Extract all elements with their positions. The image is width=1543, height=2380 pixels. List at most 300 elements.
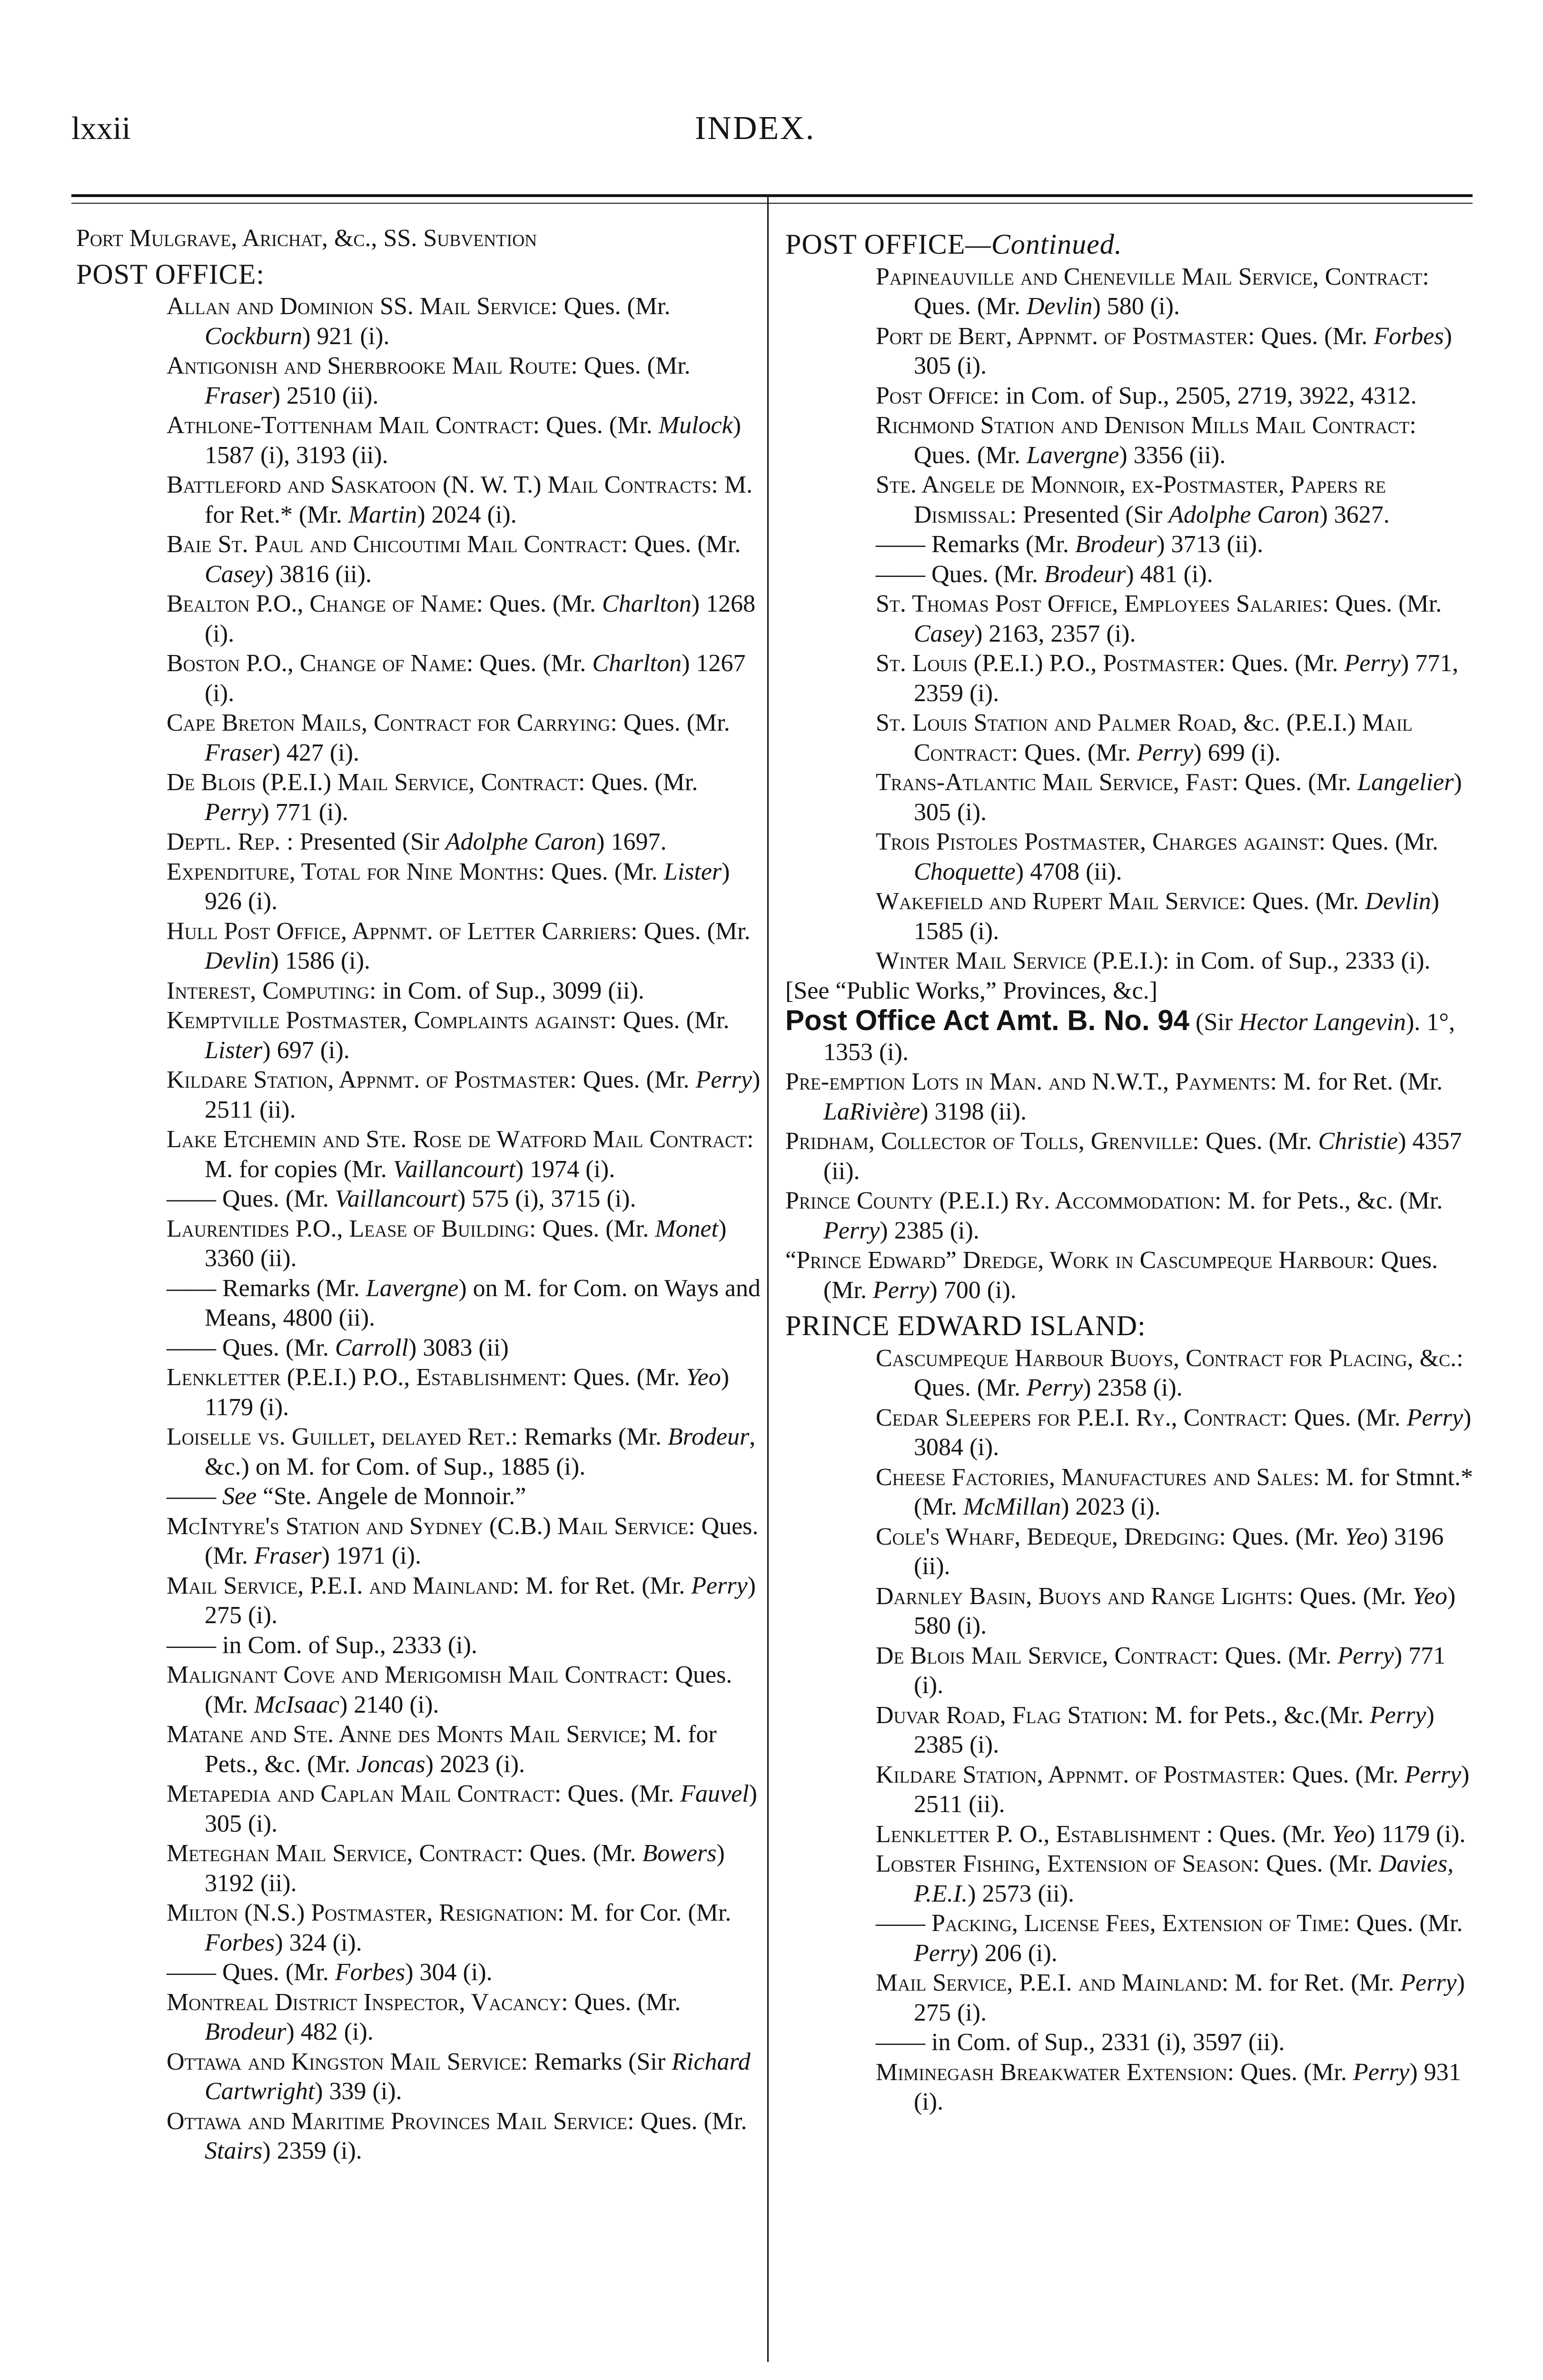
entry-action: : M. for Ret.* (Mr. — [205, 471, 753, 528]
entry-subject: Kildare Station, Appnmt. of Postmaster — [876, 1761, 1279, 1788]
entry-reference: ) 771 (i). — [261, 798, 348, 826]
entry-action: : Ques. (Mr. — [1286, 1582, 1413, 1610]
entry-action: : Remarks (Sir — [521, 2048, 672, 2075]
entry-subject: St. Thomas Post Office, Employees Salaries — [876, 590, 1322, 617]
index-subentry — [76, 411, 766, 470]
entry-action: : Presented (Sir — [1009, 501, 1169, 528]
entry-subject: Papineauville and Cheneville Mail Service, Contract — [876, 263, 1423, 290]
index-subentry — [76, 1660, 766, 1720]
index-column-left — [76, 224, 766, 2380]
entry-action: : Ques. (Mr. — [205, 1661, 732, 1718]
member-name: Perry — [1353, 2058, 1410, 2086]
index-subentry — [785, 1522, 1475, 1582]
index-subentry — [785, 649, 1475, 708]
index-subentry — [76, 1571, 766, 1631]
entry-action: : Ques. (Mr. — [823, 1247, 1438, 1304]
entry-subject: Richmond Station and Denison Mills Mail Contract — [876, 412, 1410, 439]
index-subentry — [785, 1968, 1475, 2028]
index-subentry-continuation — [785, 530, 1475, 560]
index-subentry — [76, 1214, 766, 1274]
index-subentry — [76, 827, 766, 857]
entry-subject: Mail Service, P.E.I. and Mainland — [876, 1969, 1222, 1996]
entry-reference: ) 1697. — [596, 828, 667, 855]
index-subentry — [785, 1403, 1475, 1463]
entry-action: : Ques. (Mr. — [627, 2107, 747, 2135]
index-entry — [785, 1186, 1475, 1246]
entry-action: : Ques. (Mr. — [1212, 1642, 1338, 1669]
member-name: Adolphe Caron — [1168, 501, 1320, 528]
entry-subject: Lenkletter (P.E.I.) P.O., Establishment — [167, 1364, 561, 1391]
index-subentry — [76, 1898, 766, 1958]
continuation-dash: —— — [876, 1910, 931, 1937]
entry-reference: ) 3198 (ii). — [920, 1098, 1027, 1125]
index-entry — [785, 1067, 1475, 1127]
member-name: Perry — [1406, 1404, 1463, 1431]
index-subentry — [76, 976, 766, 1006]
member-name: Perry — [1405, 1761, 1461, 1788]
entry-subject: Laurentides P.O., Lease of Building — [167, 1215, 529, 1242]
entry-subject: Cole's Wharf, Bedeque, Dredging — [876, 1523, 1219, 1550]
section-heading — [785, 229, 1475, 259]
index-subentry — [785, 887, 1475, 946]
entry-subject: Battleford and Saskatoon (N. W. T.) Mail Contracts — [167, 471, 712, 498]
entry-action: —— Remarks (Mr. — [167, 1274, 366, 1302]
entry-reference: ) 1974 (i). — [515, 1155, 615, 1183]
entry-subject: Meteghan Mail Service, Contract — [167, 1840, 517, 1867]
entry-reference: ) 2140 (i). — [339, 1691, 439, 1718]
member-name: McMillan — [963, 1493, 1061, 1520]
entry-reference: ) 580 (i). — [1092, 293, 1180, 320]
entry-action: : Ques. (Mr. — [610, 1007, 730, 1034]
entry-action: : Ques. (Mr. — [1253, 1850, 1379, 1877]
index-subentry-continuation — [76, 1482, 766, 1512]
entry-subject: St. Louis (P.E.I.) P.O., Postmaster — [876, 650, 1219, 677]
entry-reference: ) 305 (i). — [914, 769, 1462, 826]
entry-action: : M. for Stmnt.* (Mr. — [914, 1463, 1474, 1520]
member-name: Brodeur — [1044, 560, 1126, 588]
entry-subject: Matane and Ste. Anne des Monts Mail Service — [167, 1721, 641, 1748]
index-subentry — [76, 2047, 766, 2107]
entry-action: : Ques. (Mr. — [610, 709, 730, 736]
index-subentry — [76, 1988, 766, 2047]
entry-subject: Cheese Factories, Manufactures and Sales — [876, 1463, 1313, 1491]
index-subentry — [76, 1779, 766, 1839]
index-subentry — [76, 857, 766, 917]
member-name: McIsaac — [254, 1691, 340, 1718]
entry-reference: ) 931 (i). — [914, 2058, 1461, 2115]
entry-action: : Ques. (Mr. — [914, 1344, 1464, 1401]
index-subentry — [76, 2107, 766, 2166]
member-name: Perry — [1370, 1701, 1426, 1729]
page-header — [0, 0, 1543, 200]
entry-action: : Ques. (Mr. — [1218, 650, 1345, 677]
member-name: Devlin — [1026, 293, 1093, 320]
entry-action: : in Com. of Sup., 3099 (ii). — [369, 977, 644, 1004]
member-name: Fraser — [205, 739, 272, 766]
entry-subject: Boston P.O., Change of Name — [167, 650, 466, 677]
entry-reference: ) 771 (i). — [914, 1642, 1446, 1699]
index-subentry — [785, 1849, 1475, 1909]
entry-subject: Ottawa and Kingston Mail Service — [167, 2048, 521, 2075]
entry-action: : Ques. (Mr. — [560, 1364, 686, 1391]
entry-action: : Ques. (Mr. — [1279, 1761, 1405, 1788]
entry-reference: ) 926 (i). — [205, 858, 730, 915]
entry-subject: Malignant Cove and Merigomish Mail Contract — [167, 1661, 662, 1688]
member-name: Hector Langevin — [1239, 1009, 1406, 1036]
entry-action: : Remarks (Mr. — [511, 1423, 668, 1450]
member-name: Richard Cartwright — [205, 2048, 751, 2105]
entry-action: : Ques. (Mr. — [914, 263, 1429, 320]
entry-action: —— Remarks (Mr. — [876, 531, 1075, 558]
entry-reference: ). 1°, 1353 (i). — [823, 1009, 1455, 1066]
entry-action: : Ques. (Mr. — [1318, 828, 1439, 855]
entry-reference: ) 2024 (i). — [417, 501, 517, 528]
member-name: LaRivière — [823, 1098, 920, 1125]
index-subentry — [76, 351, 766, 411]
member-name: Fraser — [205, 382, 272, 409]
entry-subject: Metapedia and Caplan Mail Contract — [167, 1780, 554, 1807]
entry-subject: Prince County (P.E.I.) Ry. Accommodation — [785, 1187, 1215, 1214]
entry-action: : Ques. (Mr. — [1219, 1523, 1345, 1550]
index-subentry-continuation — [76, 1274, 766, 1333]
entry-reference: ) 921 (i). — [302, 322, 390, 350]
index-subentry — [785, 2058, 1475, 2117]
entry-subject: Deptl. Rep. — [167, 828, 281, 855]
entry-subject: Kildare Station, Appnmt. of Postmaster — [167, 1066, 570, 1093]
entry-action: : M. for Cor. (Mr. — [557, 1899, 732, 1926]
index-subentry — [785, 262, 1475, 322]
index-column-right — [785, 224, 1475, 2380]
entry-action: : in Com. of Sup., 2333 (i). — [1162, 947, 1431, 974]
index-subentry — [785, 381, 1475, 411]
column-divider — [767, 196, 769, 2362]
index-subentry — [785, 1582, 1475, 1641]
member-name: Charlton — [602, 590, 692, 617]
member-name: Perry — [914, 1939, 970, 1967]
page-number: lxxii — [71, 110, 131, 146]
entry-action: : Ques. (Mr. — [1192, 1128, 1318, 1155]
member-name: Charlton — [592, 650, 682, 677]
entry-action: : M. for Ret. (Mr. — [1270, 1068, 1443, 1095]
index-subentry — [76, 1363, 766, 1422]
index-subentry — [76, 292, 766, 351]
entry-action: : Ques. (Mr. — [1231, 769, 1358, 796]
entry-action: : Ques. (Mr. — [578, 769, 698, 796]
entry-reference: ) 3196 (ii). — [914, 1523, 1444, 1580]
entry-action: (Sir — [1189, 1009, 1239, 1036]
section-heading — [785, 1311, 1475, 1341]
entry-subject: St. Louis Station and Palmer Road, &c. (P.E.I.) Mail Contract — [876, 709, 1413, 766]
index-subentry — [785, 470, 1475, 530]
entry-action: : Ques. (Mr. — [1011, 739, 1137, 766]
entry-reference: ) 1179 (i). — [1366, 1820, 1466, 1848]
entry-subject: McIntyre's Station and Sydney (C.B.) Mail Service — [167, 1512, 689, 1540]
entry-action: —— in Com. of Sup., 2331 (i), 3597 (ii). — [876, 2029, 1285, 2056]
entry-reference: ) 2163, 2357 (i). — [974, 620, 1136, 647]
entry-reference: ) 3192 (ii). — [205, 1840, 725, 1897]
entry-reference: ) 697 (i). — [262, 1036, 350, 1064]
entry-action: : Ques. (Mr. — [1281, 1404, 1407, 1431]
entry-action: : in Com. of Sup., 2505, 2719, 3922, 4312. — [992, 382, 1417, 409]
member-name: Lister — [663, 858, 722, 885]
entry-reference: ) 2359 (i). — [262, 2137, 362, 2164]
entry-action: : Ques. (Mr. — [914, 412, 1416, 469]
index-entry — [785, 1127, 1475, 1186]
entry-reference: ) 275 (i). — [205, 1572, 756, 1629]
entry-reference: ) 699 (i). — [1193, 739, 1281, 766]
member-name: Carroll — [335, 1334, 408, 1361]
member-name: Lavergne — [366, 1274, 459, 1302]
index-subentry — [785, 589, 1475, 649]
entry-reference: ) 206 (i). — [970, 1939, 1058, 1967]
entry-subject: Allan and Dominion SS. Mail Service — [167, 293, 551, 320]
entry-subject: De Blois Mail Service, Contract — [876, 1642, 1212, 1669]
entry-subject: Trans-Atlantic Mail Service, Fast — [876, 769, 1232, 796]
entry-reference: ) 1587 (i), 3193 (ii). — [205, 412, 742, 469]
entry-subject: Montreal District Inspector, Vacancy — [167, 1988, 562, 2016]
entry-subject: Port de Bert, Appnmt. of Postmaster — [876, 322, 1248, 350]
entry-reference: , &c.) on M. for Com. of Sup., 1885 (i). — [205, 1423, 756, 1480]
entry-subject: Post Office Act Amt. B. No. 94 — [785, 1004, 1190, 1036]
index-subentry — [785, 1641, 1475, 1701]
index-subentry — [785, 946, 1475, 976]
entry-action: : Ques. (Mr. — [533, 412, 659, 439]
index-subentry — [785, 1820, 1475, 1850]
member-name: Yeo — [1332, 1820, 1367, 1848]
entry-reference: ) 427 (i). — [272, 739, 359, 766]
entry-subject: Post Office — [876, 382, 993, 409]
entry-reference: ) 1586 (i). — [270, 947, 371, 974]
entry-reference: ) 275 (i). — [914, 1969, 1465, 2026]
entry-subject: Hull Post Office, Appnmt. of Letter Carriers — [167, 917, 631, 945]
index-subentry — [785, 1463, 1475, 1522]
member-name: Perry — [1026, 1374, 1083, 1401]
index-entry — [76, 224, 766, 254]
member-name: Adolphe Caron — [445, 828, 597, 855]
entry-subject: Trois Pistoles Postmaster, Charges against — [876, 828, 1319, 855]
entry-action: : Ques. (Mr. — [1200, 1820, 1332, 1848]
entry-reference: ) 304 (i). — [405, 1959, 493, 1986]
index-subentry — [76, 470, 766, 530]
index-subentry — [76, 649, 766, 708]
entry-subject: Ottawa and Maritime Provinces Mail Service — [167, 2107, 628, 2135]
entry-subject: “Prince Edward” Dredge, Work in Cascumpeque Harbour — [785, 1247, 1368, 1274]
member-name: Fauvel — [680, 1780, 749, 1807]
entry-reference: ) on M. for Com. on Ways and Means, 4800 (ii). — [205, 1274, 761, 1331]
member-name: Langelier — [1357, 769, 1454, 796]
member-name: Perry — [1137, 739, 1194, 766]
index-subentry — [785, 1701, 1475, 1760]
entry-action: : Ques. (Mr. — [529, 1215, 655, 1242]
entry-subject: Loiselle vs. Guillet, delayed Ret. — [167, 1423, 511, 1450]
entry-action: : Ques. (Mr. — [631, 917, 751, 945]
section-heading — [76, 259, 766, 289]
entry-subject: Miminegash Breakwater Extension — [876, 2058, 1227, 2086]
entry-subject: Packing, License Fees, Extension of Time — [931, 1910, 1344, 1937]
entry-reference: ) 1267 (i). — [205, 650, 746, 707]
entry-reference: ) 1268 (i). — [205, 590, 756, 647]
entry-subject: Kemptville Postmaster, Complaints against — [167, 1007, 610, 1034]
index-subentry — [76, 1065, 766, 1125]
index-subentry-continuation — [76, 1333, 766, 1363]
entry-action: : M. for copies (Mr. — [205, 1126, 754, 1183]
entry-action: —— Ques. (Mr. — [167, 1959, 335, 1986]
entry-subject: Ste. Angele de Monnoir, ex-Postmaster, Papers re Dismissal — [876, 471, 1386, 528]
entry-reference: ) 2385 (i). — [914, 1701, 1434, 1758]
entry-action: : Ques. (Mr. — [1247, 322, 1374, 350]
index-subentry — [76, 589, 766, 649]
entry-subject: De Blois (P.E.I.) Mail Service, Contract — [167, 769, 579, 796]
member-name: Lavergne — [1026, 441, 1119, 469]
entry-reference: ) 1585 (i). — [914, 888, 1440, 945]
entry-action: : M. for Ret. (Mr. — [1221, 1969, 1401, 1996]
index-subentry — [76, 1125, 766, 1184]
entry-reference: ) 2023 (i). — [1061, 1493, 1161, 1520]
entry-reference: ) 4708 (ii). — [1015, 858, 1122, 885]
entry-action: : Ques. (Mr. — [554, 1780, 681, 1807]
member-name: Perry — [823, 1217, 880, 1244]
entry-subject: Darnley Basin, Buoys and Range Lights — [876, 1582, 1287, 1610]
continued-label: —Continued. — [965, 228, 1122, 260]
member-name: Christie — [1318, 1128, 1398, 1155]
entry-action: ; M. for Pets., &c. (Mr. — [205, 1721, 717, 1778]
entry-reference: ) 2573 (ii). — [968, 1880, 1074, 1907]
entry-action: —— Ques. (Mr. — [167, 1185, 335, 1212]
member-name: Perry — [691, 1572, 748, 1599]
entry-subject: Lobster Fishing, Extension of Season — [876, 1850, 1253, 1877]
entry-subject: Bealton P.O., Change of Name — [167, 590, 476, 617]
member-name: Lister — [205, 1036, 263, 1064]
index-subentry — [76, 1422, 766, 1482]
member-name: Yeo — [686, 1364, 721, 1391]
index-subentry — [76, 768, 766, 827]
entry-action: —— Ques. (Mr. — [876, 560, 1044, 588]
entry-reference: ) 3356 (ii). — [1119, 441, 1226, 469]
entry-subject: Milton (N.S.) Postmaster, Resignation — [167, 1899, 557, 1926]
entry-action: —— in Com. of Sup., 2333 (i). — [167, 1631, 477, 1659]
index-subentry — [76, 530, 766, 589]
member-name: Monet — [655, 1215, 719, 1242]
see-also-text: [See “Public Works,” Provinces, &c.] — [785, 977, 1157, 1004]
member-name: Stairs — [205, 2137, 263, 2164]
entry-reference: ) 2511 (ii). — [914, 1761, 1470, 1818]
member-name: Mulock — [658, 412, 733, 439]
member-name: Yeo — [1345, 1523, 1380, 1550]
member-name: Casey — [914, 620, 975, 647]
entry-subject: Pridham, Collector of Tolls, Grenville — [785, 1128, 1193, 1155]
entry-subject: Cedar Sleepers for P.E.I. Ry., Contract — [876, 1404, 1281, 1431]
member-name: Vaillancourt — [335, 1185, 457, 1212]
entry-action: : Presented (Sir — [280, 828, 445, 855]
index-subentry-continuation — [76, 1184, 766, 1214]
entry-reference: “Ste. Angele de Monnoir.” — [257, 1483, 526, 1510]
member-name: Casey — [205, 560, 266, 588]
section-heading-text: PRINCE EDWARD ISLAND: — [785, 1310, 1146, 1341]
index-entry-bill — [785, 1006, 1475, 1067]
entry-reference: ) 4357 (ii). — [823, 1128, 1462, 1185]
entry-subject: Cascumpeque Harbour Buoys, Contract for Placing, &c. — [876, 1344, 1457, 1372]
entry-subject: Pre-emption Lots in Man. and N.W.T., Payments — [785, 1068, 1270, 1095]
entry-reference: ) 700 (i). — [929, 1276, 1017, 1304]
index-subentry-continuation — [785, 1909, 1475, 1968]
index-subentry — [785, 1760, 1475, 1820]
entry-reference: ) 305 (i). — [205, 1780, 757, 1837]
index-subentry-continuation — [785, 560, 1475, 590]
member-name: Brodeur — [1075, 531, 1157, 558]
entry-subject: Wakefield and Rupert Mail Service — [876, 888, 1239, 915]
entry-reference: ) 3360 (ii). — [205, 1215, 727, 1272]
entry-subject: Winter Mail Service (P.E.I.) — [876, 947, 1163, 974]
index-subentry — [76, 1720, 766, 1779]
entry-subject: Cape Breton Mails, Contract for Carrying — [167, 709, 611, 736]
entry-reference: ) 339 (i). — [315, 2078, 402, 2105]
entry-action: —— — [167, 1483, 222, 1510]
index-subentry-continuation — [76, 1631, 766, 1661]
member-name: Perry — [1344, 650, 1401, 677]
member-name: Perry — [695, 1066, 752, 1093]
entry-subject: Baie St. Paul and Chicoutimi Mail Contract — [167, 531, 622, 558]
member-name: Joncas — [356, 1750, 425, 1778]
member-name: Bowers — [642, 1840, 717, 1867]
header-rule-thin — [71, 203, 1473, 204]
section-heading-text: POST OFFICE: — [76, 258, 265, 290]
entry-reference: ) 3816 (ii). — [265, 560, 372, 588]
entry-subject: Athlone-Tottenham Mail Contract — [167, 412, 533, 439]
entry-reference: ) 580 (i). — [914, 1582, 1456, 1639]
entry-subject: Interest, Computing — [167, 977, 369, 1004]
entry-action: : Ques. (Mr. — [466, 650, 593, 677]
entry-action: : Ques. (Mr. — [538, 858, 664, 885]
entry-subject: Expenditure, Total for Nine Months — [167, 858, 538, 885]
entry-reference: ) 1971 (i). — [321, 1542, 421, 1569]
entry-action: : M. for Pets., &c.(Mr. — [1141, 1701, 1370, 1729]
entry-action: : Ques. (Mr. — [205, 1512, 759, 1569]
entry-action: : Ques. (Mr. — [1239, 888, 1365, 915]
entry-action: : Ques. (Mr. — [570, 1066, 696, 1093]
member-name: Fraser — [254, 1542, 322, 1569]
entry-reference: ) 2510 (ii). — [272, 382, 379, 409]
entry-action: : Ques. (Mr. — [1322, 590, 1442, 617]
entry-action: : Ques. (Mr. — [561, 1988, 681, 2016]
entry-subject: Lake Etchemin and Ste. Rose de Watford Mail Contract — [167, 1126, 747, 1153]
member-name: Forbes — [1374, 322, 1444, 350]
entry-action: : Ques. (Mr. — [1227, 2058, 1353, 2086]
entry-subject: Duvar Road, Flag Station — [876, 1701, 1142, 1729]
entry-reference: ) 2023 (i). — [425, 1750, 525, 1778]
index-subentry — [785, 1344, 1475, 1403]
member-name: Perry — [1400, 1969, 1457, 1996]
entry-action: : Ques. (Mr. — [516, 1840, 643, 1867]
entry-reference: ) 2358 (i). — [1083, 1374, 1183, 1401]
member-name: Perry — [873, 1276, 930, 1304]
index-subentry-continuation — [785, 2028, 1475, 2058]
member-name: Brodeur — [205, 2018, 287, 2045]
entry-reference: ) 3083 (ii) — [408, 1334, 509, 1361]
entry-action: : M. for Pets., &c. (Mr. — [1214, 1187, 1443, 1214]
index-subentry — [785, 322, 1475, 381]
entry-subject: Antigonish and Sherbrooke Mail Route — [167, 352, 571, 379]
index-subentry — [785, 827, 1475, 887]
member-name: Yeo — [1412, 1582, 1447, 1610]
index-subentry — [76, 917, 766, 976]
index-subentry-continuation — [76, 1958, 766, 1988]
section-heading-text: POST OFFICE — [785, 228, 966, 260]
member-name: Forbes — [205, 1929, 275, 1956]
entry-subject: Mail Service, P.E.I. and Mainland — [167, 1572, 513, 1599]
member-name: Perry — [1337, 1642, 1394, 1669]
entry-action: : Ques. (Mr. — [1343, 1910, 1463, 1937]
header-rule-thick — [71, 194, 1473, 197]
